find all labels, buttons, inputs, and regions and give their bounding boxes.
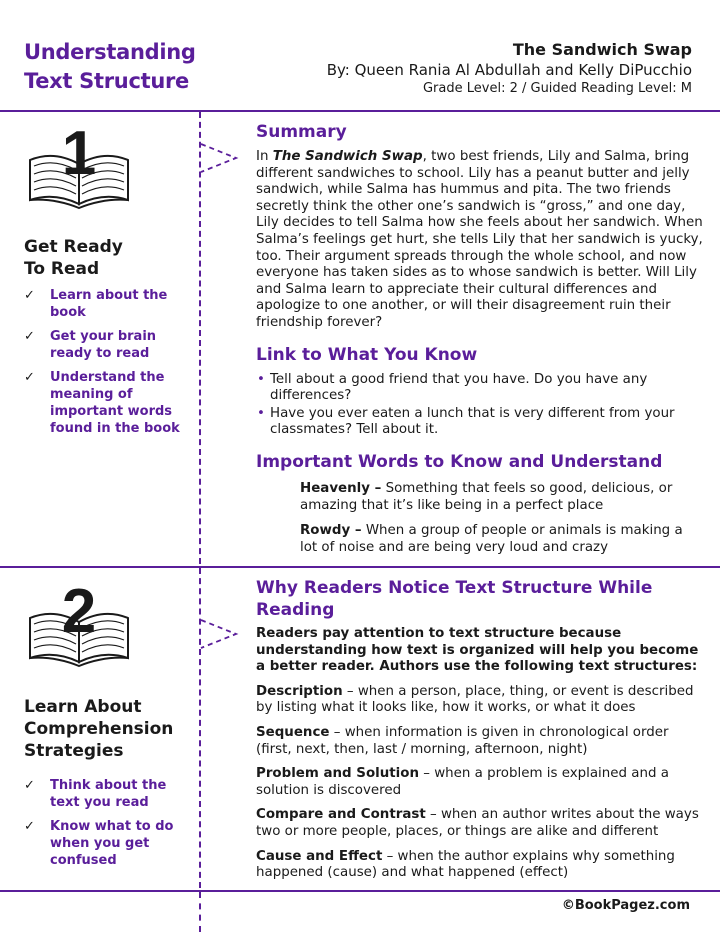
copyright: ©BookPagez.com [561,898,690,913]
structure-item: Sequence – when information is given in chronological order (first, next, then, last / morning, afternoon, night) [256,724,669,757]
list-item: • Tell about a good friend that you have. Do you have any differences? [256,372,704,405]
word-item: Heavenly – Something that feels so good, delicious, or amazing that it’s like being in a perfect place [300,480,673,513]
step-number-1: 1 [61,120,97,188]
check-icon: ✓ [24,288,35,303]
page-title-line1: Understanding [24,40,196,64]
check-icon: ✓ [24,370,35,385]
checklist-item: ✓ Understand the meaning of important words found in the book [24,370,180,436]
step1-heading-line1: Get Ready [24,237,123,257]
step2-heading [24,696,173,762]
structure-item: Cause and Effect – when the author explains why something happened (cause) and what happened (effect) [256,848,675,881]
grade-level: Grade Level: 2 / Guided Reading Level: M [422,81,692,96]
checklist-item: ✓ Think about the text you read [24,778,167,810]
summary-book-title: The Sandwich Swap [272,149,423,164]
step-number-2: 2 [61,578,97,646]
step1-checklist [24,287,192,444]
why-heading: Why Readers Notice Text Structure While Reading [256,578,653,620]
dashed-arrow-icon [200,140,240,176]
structure-item: Description – when a person, place, thing, or event is described by listing what it looks like, how it works, or what it does [256,683,694,716]
step2-heading-line2: Comprehension [24,719,174,739]
vertical-dash-upper [199,112,201,564]
summary-text: In The Sandwich Swap, two best friends, Lily and Salma, bring different sandwiches to school. Lily has a peanut butter and jelly sandwich, while Salma has hummus and pita. The two friends secretly think the other one’s sandwich is “gross,” and one day, Lily decides to tell Salma how she feels about her sandwich. When Salma’s feelings get hurt, she tells Lily that her sandwich is yucky, too. Their argument spreads through the whole school, and now everyone has taken sides as to whose sandwich is better. Will Lily and Salma learn to appreciate their cultural differences and apologize to one another, or will their disagreement ruin their friendship forever? [256,149,703,330]
upper-content [256,121,704,564]
word-item: Rowdy – When a group of people or animals is making a lot of noise and are being very loud and crazy [300,522,683,555]
step2-heading-line3: Strategies [24,741,124,761]
link-list [256,372,704,439]
dashed-arrow-icon [200,616,240,652]
book-title: The Sandwich Swap [512,40,692,59]
summary-heading: Summary [256,122,347,142]
check-icon: ✓ [24,778,35,793]
words-heading: Important Words to Know and Understand [256,451,663,472]
bottom-divider [0,890,720,892]
checklist-item: ✓ Get your brain ready to read [24,329,157,361]
lower-content [256,577,704,890]
link-heading: Link to What You Know [256,344,478,365]
checklist-item: ✓ Learn about the book [24,288,168,320]
check-icon: ✓ [24,329,35,344]
list-item: • Have you ever eaten a lunch that is very different from your classmates? Tell about it. [256,406,704,439]
structure-item: Compare and Contrast – when an author writes about the ways two or more people, places, or things are alike and different [256,807,699,839]
words-list [256,480,704,556]
page-title-line2: Text Structure [24,69,189,93]
checklist-item: ✓ Know what to do when you get confused [24,819,174,868]
book-info [327,40,692,98]
page-title [24,38,196,96]
open-book-icon [26,120,132,210]
open-book-icon [26,578,132,668]
step1-heading-line2: To Read [24,259,100,279]
step2-heading-line1: Learn About [24,697,142,717]
vertical-dash-footer [199,892,201,932]
book-byline: By: Queen Rania Al Abdullah and Kelly DiPucchio [326,61,692,79]
structure-item: Problem and Solution – when a problem is explained and a solution is discovered [256,766,669,798]
why-intro: Readers pay attention to text structure because understanding how text is organized will help you become a better reader. Authors use the following text structures: [256,626,699,675]
step1-heading [24,236,123,280]
step2-checklist [24,777,192,876]
top-divider [0,110,720,112]
middle-divider [0,566,720,568]
check-icon: ✓ [24,819,35,834]
